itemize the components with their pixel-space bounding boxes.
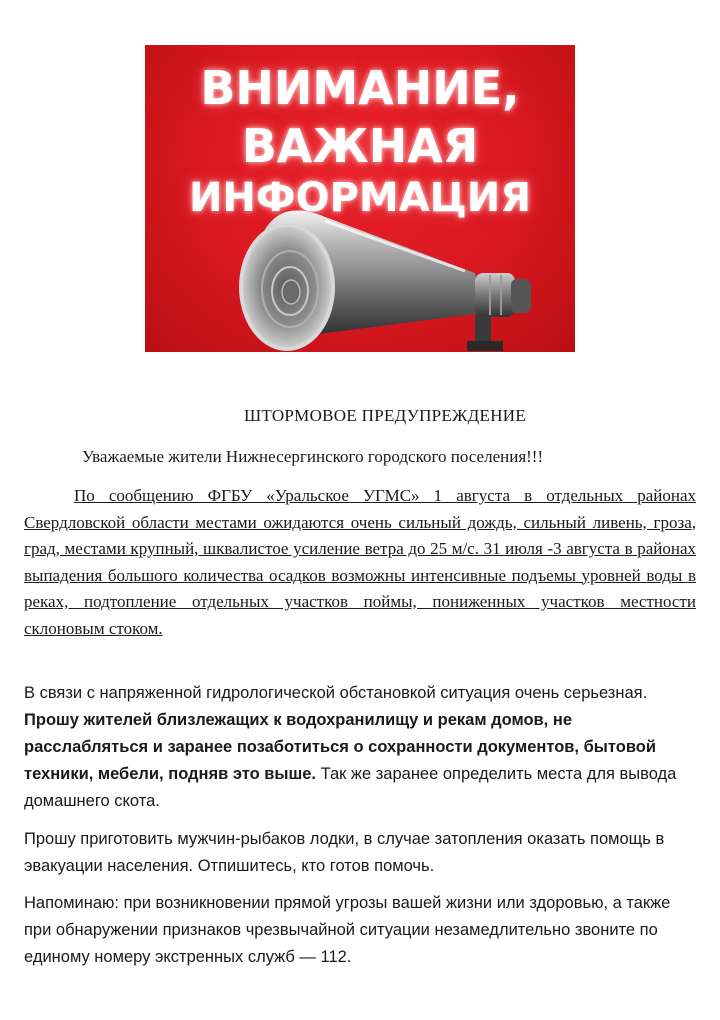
greeting: Уважаемые жители Нижнесергинского городского поселения!!! <box>82 447 544 466</box>
warning-banner <box>145 45 575 352</box>
livestock-note: Так же заранее определить места для вывода домашнего скота. <box>24 765 677 810</box>
storm-warning-paragraph: По сообщению ФГБУ «Уральское УГМС» 1 августа в отдельных районах Свердловской области местами ожидаются очень сильный дождь, сильный ливень, гроза, град, местами крупный, шквалистое усиление ветра до 25 м/с. 31 июля -3 августа в районах выпадения большого количества осадков возможны интенсивные подъемы уровней воды в реках, подтопление отдельных участков поймы, пониженных участков местности склоновым стоком. <box>24 486 696 638</box>
banner-line-3: ИНФОРМАЦИЯ <box>188 175 532 221</box>
situation-intro: В связи с напряженной гидрологической обстановкой ситуация очень серьезная. <box>24 684 648 702</box>
situation-paragraph <box>24 680 698 815</box>
emergency-reminder-paragraph: Напоминаю: при возникновении прямой угрозы вашей жизни или здоровью, а также при обнаружении признаков чрезвычайной ситуации незамедлительно звоните по единому номеру экстренных служб — 112. <box>24 894 671 966</box>
banner-line-1: ВНИМАНИЕ, <box>200 61 520 115</box>
boats-request-paragraph: Прошу приготовить мужчин-рыбаков лодки, в случае затопления оказать помощь в эвакуации населения. Отпишитесь, кто готов помочь. <box>24 830 665 875</box>
megaphone-icon <box>145 45 575 352</box>
document-title: ШТОРМОВОЕ ПРЕДУПРЕЖДЕНИЕ <box>243 406 527 425</box>
banner-line-2: ВАЖНАЯ <box>241 119 479 173</box>
residents-request-bold: Прошу жителей близлежащих к водохранилищу и рекам домов, не расслабляться и заранее позаботиться о сохранности документов, бытовой техники, мебели, подняв это выше. <box>24 711 656 783</box>
